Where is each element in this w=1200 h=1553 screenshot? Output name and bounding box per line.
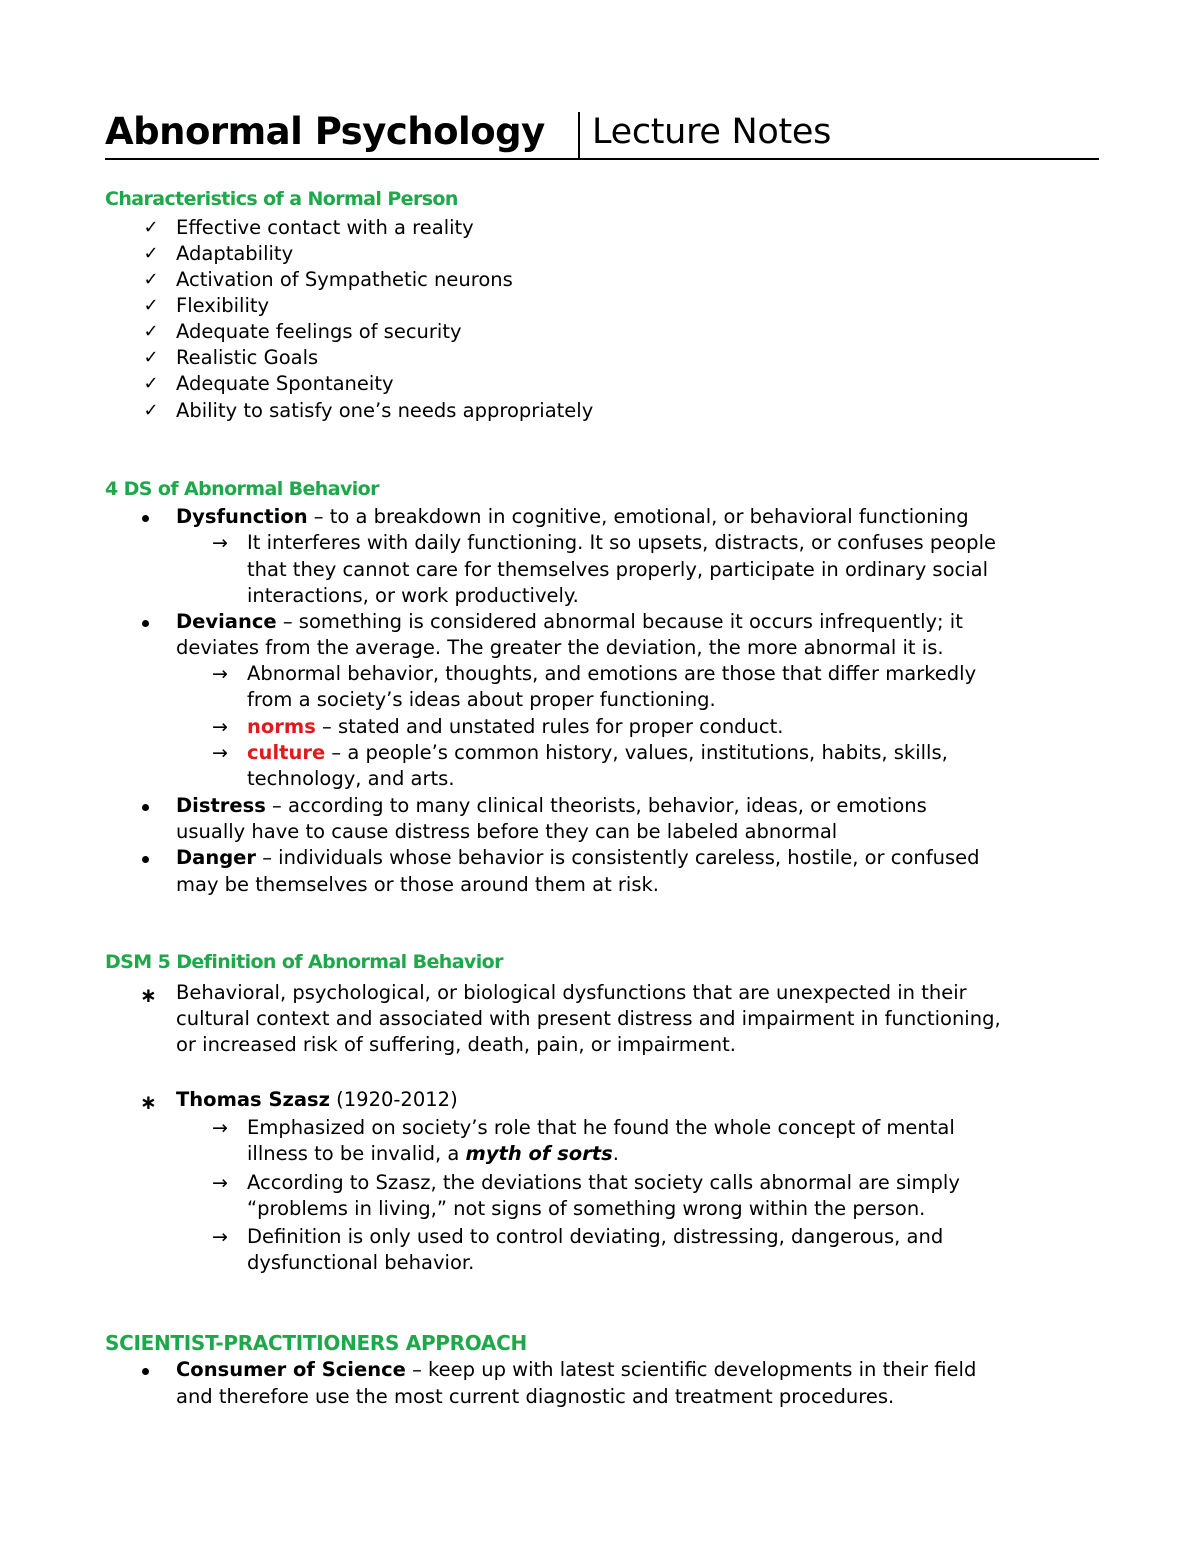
szasz-years: (1920-2012) xyxy=(329,1088,458,1111)
term-consumer: Consumer of Science xyxy=(176,1358,406,1381)
title-subtitle: Lecture Notes xyxy=(592,112,832,152)
list-item-text: Adaptability xyxy=(176,242,294,265)
def-deviance: – something is considered abnormal because it occurs infrequently; it xyxy=(276,610,963,633)
term-danger: Danger xyxy=(176,846,257,869)
def-consumer: – keep up with latest scientific developments in their field xyxy=(405,1358,977,1381)
def-consumer-cont: and therefore use the most current diagnostic and treatment procedures. xyxy=(176,1385,895,1408)
arrow-right-icon: → xyxy=(212,663,228,685)
list-item-text: Adequate Spontaneity xyxy=(176,372,394,395)
page-title xyxy=(105,108,1099,160)
arrow-right-icon: → xyxy=(212,742,228,764)
asterisk-icon: ∗ xyxy=(140,1090,157,1114)
def-culture: – a people’s common history, values, institutions, habits, skills, xyxy=(325,741,948,764)
bullet-icon xyxy=(142,1368,149,1375)
checkmark-icon: ✓ xyxy=(143,373,159,394)
arrow-right-icon: → xyxy=(212,532,228,554)
def-norms: – stated and unstated rules for proper conduct. xyxy=(315,715,784,738)
heading-four-ds: 4 DS of Abnormal Behavior xyxy=(105,478,379,500)
def-culture-cont: technology, and arts. xyxy=(247,767,455,790)
term-culture: culture xyxy=(247,741,326,764)
title-separator xyxy=(578,112,580,158)
myth-of-sorts: myth of sorts xyxy=(465,1142,613,1165)
szasz-point: Definition is only used to control deviating, distressing, dangerous, and xyxy=(247,1225,944,1248)
checkmark-icon: ✓ xyxy=(143,347,159,368)
dsm5-def-line: or increased risk of suffering, death, pain, or impairment. xyxy=(176,1033,736,1056)
list-item-text: Adequate feelings of security xyxy=(176,320,462,343)
term-dysfunction: Dysfunction xyxy=(176,505,308,528)
distress-item xyxy=(176,793,927,819)
dysfunction-sub-line: that they cannot care for themselves properly, participate in ordinary social xyxy=(247,558,989,581)
szasz-point-cont: “problems in living,” not signs of something wrong within the person. xyxy=(247,1197,926,1220)
szasz-point-cont xyxy=(247,1141,619,1167)
dysfunction-sub-line: It interferes with daily functioning. It so upsets, distracts, or confuses people xyxy=(247,531,996,554)
danger-item xyxy=(176,845,980,871)
deviance-item xyxy=(176,609,963,635)
szasz-point: Emphasized on society’s role that he found the whole concept of mental xyxy=(247,1116,955,1139)
arrow-right-icon: → xyxy=(212,1117,228,1139)
title-main: Abnormal Psychology xyxy=(105,110,545,153)
list-item-text: Effective contact with a reality xyxy=(176,216,474,239)
szasz-text: illness to be invalid, a xyxy=(247,1142,466,1165)
szasz-name: Thomas Szasz xyxy=(176,1088,330,1111)
norms-item xyxy=(247,714,784,740)
term-distress: Distress xyxy=(176,794,266,817)
deviance-sub-line: Abnormal behavior, thoughts, and emotions are those that differ markedly xyxy=(247,662,977,685)
deviance-sub-line: from a society’s ideas about proper functioning. xyxy=(247,688,716,711)
szasz-point-cont: dysfunctional behavior. xyxy=(247,1251,475,1274)
def-danger: – individuals whose behavior is consistently careless, hostile, or confused xyxy=(256,846,980,869)
def-distress-cont: usually have to cause distress before they can be labeled abnormal xyxy=(176,820,838,843)
szasz-item xyxy=(176,1087,458,1113)
def-distress: – according to many clinical theorists, behavior, ideas, or emotions xyxy=(265,794,927,817)
dsm5-def-line: cultural context and associated with present distress and impairment in functioning, xyxy=(176,1007,1001,1030)
term-deviance: Deviance xyxy=(176,610,277,633)
checkmark-icon: ✓ xyxy=(143,269,159,290)
checkmark-icon: ✓ xyxy=(143,321,159,342)
checkmark-icon: ✓ xyxy=(143,400,159,421)
szasz-text: . xyxy=(612,1142,619,1165)
bullet-icon xyxy=(142,515,149,522)
def-dysfunction: – to a breakdown in cognitive, emotional, or behavioral functioning xyxy=(307,505,969,528)
term-norms: norms xyxy=(247,715,316,738)
szasz-point: According to Szasz, the deviations that society calls abnormal are simply xyxy=(247,1171,960,1194)
bullet-icon xyxy=(142,620,149,627)
def-danger-cont: may be themselves or those around them at risk. xyxy=(176,873,659,896)
arrow-right-icon: → xyxy=(212,1172,228,1194)
checkmark-icon: ✓ xyxy=(143,217,159,238)
consumer-item xyxy=(176,1357,976,1383)
bullet-icon xyxy=(142,856,149,863)
arrow-right-icon: → xyxy=(212,716,228,738)
list-item-text: Realistic Goals xyxy=(176,346,319,369)
heading-scientist: SCIENTIST-PRACTITIONERS APPROACH xyxy=(105,1331,527,1355)
heading-characteristics: Characteristics of a Normal Person xyxy=(105,188,458,210)
culture-item xyxy=(247,740,948,766)
list-item-text: Flexibility xyxy=(176,294,270,317)
arrow-right-icon: → xyxy=(212,1226,228,1248)
checkmark-icon: ✓ xyxy=(143,243,159,264)
dysfunction-item xyxy=(176,504,969,530)
dysfunction-sub-line: interactions, or work productively. xyxy=(247,584,579,607)
dsm5-def-line: Behavioral, psychological, or biological dysfunctions that are unexpected in their xyxy=(176,981,967,1004)
def-deviance-cont: deviates from the average. The greater the deviation, the more abnormal it is. xyxy=(176,636,944,659)
checkmark-icon: ✓ xyxy=(143,295,159,316)
bullet-icon xyxy=(142,804,149,811)
list-item-text: Ability to satisfy one’s needs appropriately xyxy=(176,399,594,422)
asterisk-icon: ∗ xyxy=(140,983,157,1007)
heading-dsm5: DSM 5 Definition of Abnormal Behavior xyxy=(105,951,503,973)
list-item-text: Activation of Sympathetic neurons xyxy=(176,268,513,291)
